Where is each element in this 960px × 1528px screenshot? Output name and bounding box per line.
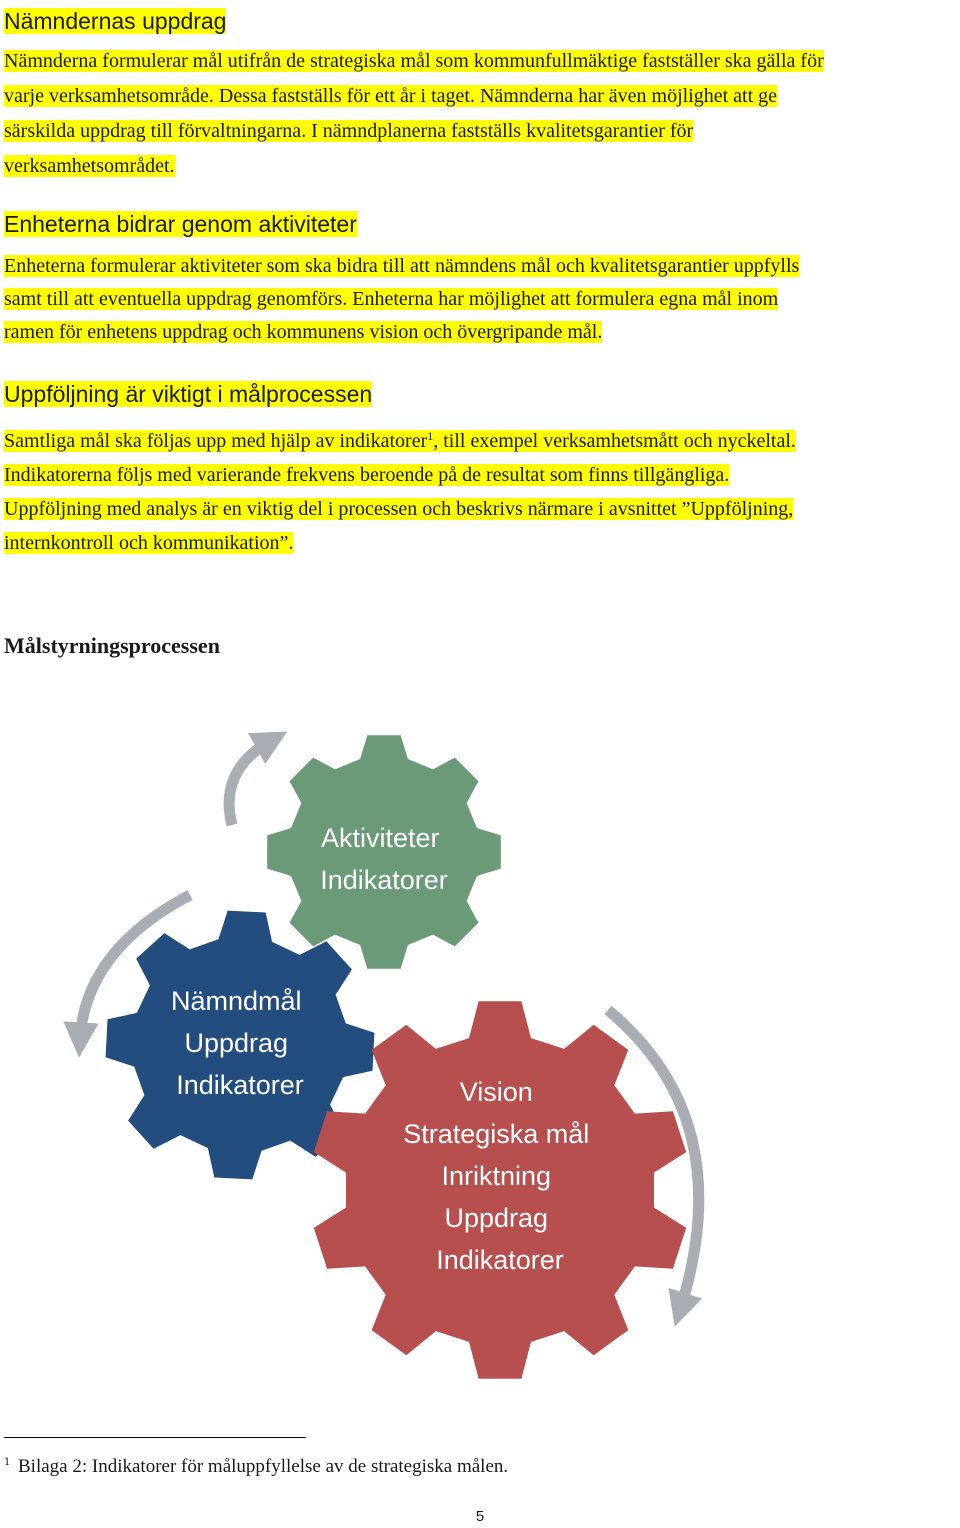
line-text: internkontroll och kommunikation”. [4, 532, 294, 554]
gear-label-line: Vision [459, 1077, 533, 1107]
line-text: , till exempel verksamhetsmått och nyckeltal. [433, 430, 796, 452]
figure-title: Målstyrningsprocessen [4, 633, 220, 658]
paragraph-line [4, 149, 824, 184]
paragraph-line [4, 79, 824, 114]
line-text: Samtliga mål ska följas upp med hjälp av indikatorer [4, 430, 428, 452]
gear-label-line: Inriktning [441, 1161, 552, 1191]
line-text: samt till att eventuella uppdrag genomförs. Enheterna har möjlighet att formulera egna mål inom [4, 288, 779, 310]
paragraph-uppfoljning [4, 419, 796, 560]
paragraph-namndernas-uppdrag [4, 44, 824, 184]
paragraph-line [4, 283, 799, 316]
section-heading-uppfoljning [4, 378, 372, 410]
gear-label-line: Indikatorer [176, 1070, 304, 1100]
paragraph-line [4, 492, 796, 526]
line-text: Nämnderna formulerar mål utifrån de strategiska mål som kommunfullmäktige fastställer ska gälla för [4, 50, 824, 72]
gear-label-line: Nämndmål [170, 986, 302, 1016]
line-text: särskilda uppdrag till förvaltningarna. I nämndplanerna fastställs kvalitetsgarantier för [4, 120, 694, 142]
gear-activities [267, 735, 501, 969]
footnote [4, 1447, 508, 1481]
line-text: Enheterna formulerar aktiviteter som ska bidra till att nämndens mål och kvalitetsgarantier uppfylls [4, 255, 800, 277]
line-text: ramen för enhetens uppdrag och kommunens vision och övergripande mål. [4, 321, 603, 343]
section-heading-enheterna-bidrar [4, 208, 357, 240]
paragraph-line [4, 419, 796, 458]
gear-label-line: Indikatorer [436, 1245, 564, 1275]
gear-label-line: Aktiviteter [320, 823, 440, 853]
footnote-number: 1 [4, 1454, 10, 1468]
footnote-text: Bilaga 2: Indikatorer för måluppfyllelse av de strategiska målen. [18, 1456, 509, 1477]
footnote-divider [4, 1437, 306, 1438]
gear-label-line: Uppdrag [444, 1203, 549, 1233]
page-number: 5 [475, 1508, 485, 1525]
line-text: Uppföljning med analys är en viktig del i processen och beskrivs närmare i avsnittet ”Uppföljning, [4, 498, 794, 520]
heading-text: Uppföljning är viktigt i målprocessen [4, 381, 373, 407]
heading-text: Nämndernas uppdrag [4, 8, 227, 34]
paragraph-line [4, 316, 799, 349]
heading-text: Enheterna bidrar genom aktiviteter [4, 211, 357, 237]
gear-label-line: Indikatorer [320, 865, 448, 895]
gear-label-line: Uppdrag [184, 1028, 289, 1058]
line-text: varje verksamhetsområde. Dessa fastställs för ett år i taget. Nämnderna har även möjlighet att ge [4, 85, 778, 107]
section-heading-namndernas-uppdrag [4, 5, 226, 37]
cycle-arrow-icon [229, 740, 272, 825]
paragraph-line [4, 458, 796, 492]
line-text: verksamhetsområdet. [4, 155, 175, 177]
paragraph-line [4, 44, 824, 79]
gear-label [171, 986, 309, 1100]
goal-process-diagram [0, 700, 960, 1420]
footnote-reference[interactable]: 1 [427, 429, 434, 443]
paragraph-line [4, 526, 796, 560]
gear-label-line: Strategiska mål [403, 1119, 590, 1149]
paragraph-enheterna-bidrar [4, 250, 799, 349]
paragraph-line [4, 250, 799, 283]
paragraph-line [4, 114, 824, 149]
line-text: Indikatorerna följs med varierande frekvens beroende på de resultat som finns tillgängliga. [4, 464, 730, 486]
